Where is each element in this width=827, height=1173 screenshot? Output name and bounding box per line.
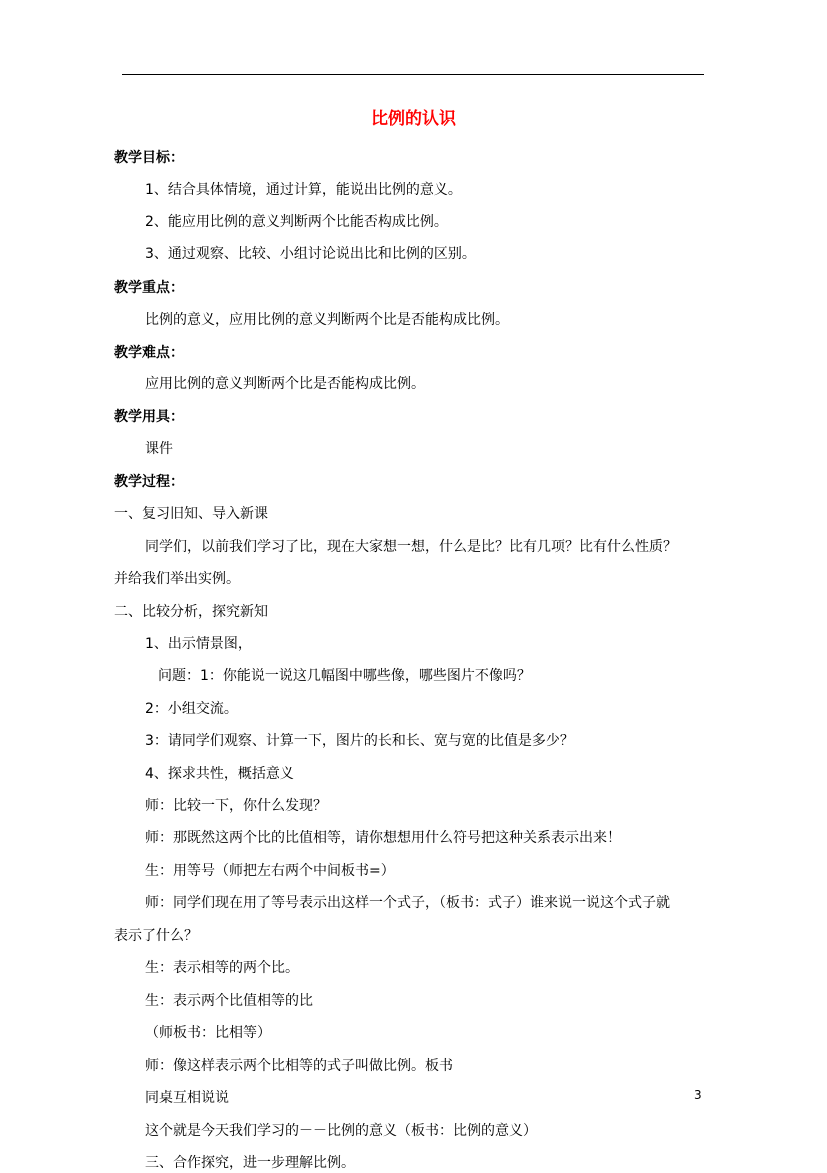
paragraph-line: 师：同学们现在用了等号表示出这样一个式子，（板书：式子）谁来说一说这个式子就 xyxy=(145,895,670,911)
objective-2: 2、能应用比例的意义判断两个比能否构成比例。 xyxy=(145,214,448,230)
objective-1: 1、结合具体情境，通过计算，能说出比例的意义。 xyxy=(145,182,462,198)
tools-text: 课件 xyxy=(145,441,173,457)
paragraph-line: 问题：1：你能说一说这几幅图中哪些像，哪些图片不像吗？ xyxy=(158,668,531,684)
heading-key-points: 教学重点： xyxy=(114,280,184,296)
difficulties-text: 应用比例的意义判断两个比是否能构成比例。 xyxy=(145,376,425,392)
header-rule xyxy=(122,74,704,75)
paragraph-line: 师：那既然这两个比的比值相等，请你想想用什么符号把这种关系表示出来！ xyxy=(145,830,621,846)
paragraph-line: 1、出示情景图， xyxy=(145,636,252,652)
paragraph-line: 同学们，以前我们学习了比，现在大家想一想，什么是比？比有几项？比有什么性质？ xyxy=(145,539,677,555)
heading-tools: 教学用具： xyxy=(114,409,184,425)
section-3-heading: 三、合作探究，进一步理解比例。 xyxy=(145,1155,355,1171)
paragraph-line: 生：用等号（师把左右两个中间板书=） xyxy=(145,863,395,879)
paragraph-line: 同桌互相说说 xyxy=(145,1090,229,1106)
paragraph-line: 3：请同学们观察、计算一下，图片的长和长、宽与宽的比值是多少？ xyxy=(145,733,574,749)
document-title: 比例的认识 xyxy=(371,109,456,129)
objective-3: 3、通过观察、比较、小组讨论说出比和比例的区别。 xyxy=(145,246,476,262)
section-1-heading: 一、复习旧知、导入新课 xyxy=(114,506,268,522)
section-2-heading: 二、比较分析，探究新知 xyxy=(114,604,268,620)
paragraph-line: 师：比较一下，你什么发现？ xyxy=(145,798,327,814)
page-number: 3 xyxy=(694,1088,702,1102)
paragraph-line: 表示了什么？ xyxy=(114,928,198,944)
paragraph-line: 2：小组交流。 xyxy=(145,701,238,717)
paragraph-line: 生：表示两个比值相等的比 xyxy=(145,993,313,1009)
heading-objectives: 教学目标： xyxy=(114,150,184,166)
paragraph-line: 并给我们举出实例。 xyxy=(114,571,240,587)
paragraph-line: （师板书：比相等） xyxy=(145,1025,271,1041)
paragraph-line: 这个就是今天我们学习的－－比例的意义（板书：比例的意义） xyxy=(145,1123,537,1139)
heading-process: 教学过程： xyxy=(114,474,184,490)
heading-difficulties: 教学难点： xyxy=(114,345,184,361)
paragraph-line: 生：表示相等的两个比。 xyxy=(145,960,299,976)
paragraph-line: 师：像这样表示两个比相等的式子叫做比例。板书 xyxy=(145,1058,453,1074)
key-points-text: 比例的意义，应用比例的意义判断两个比是否能构成比例。 xyxy=(145,312,509,328)
paragraph-line: 4、探求共性，概括意义 xyxy=(145,766,294,782)
